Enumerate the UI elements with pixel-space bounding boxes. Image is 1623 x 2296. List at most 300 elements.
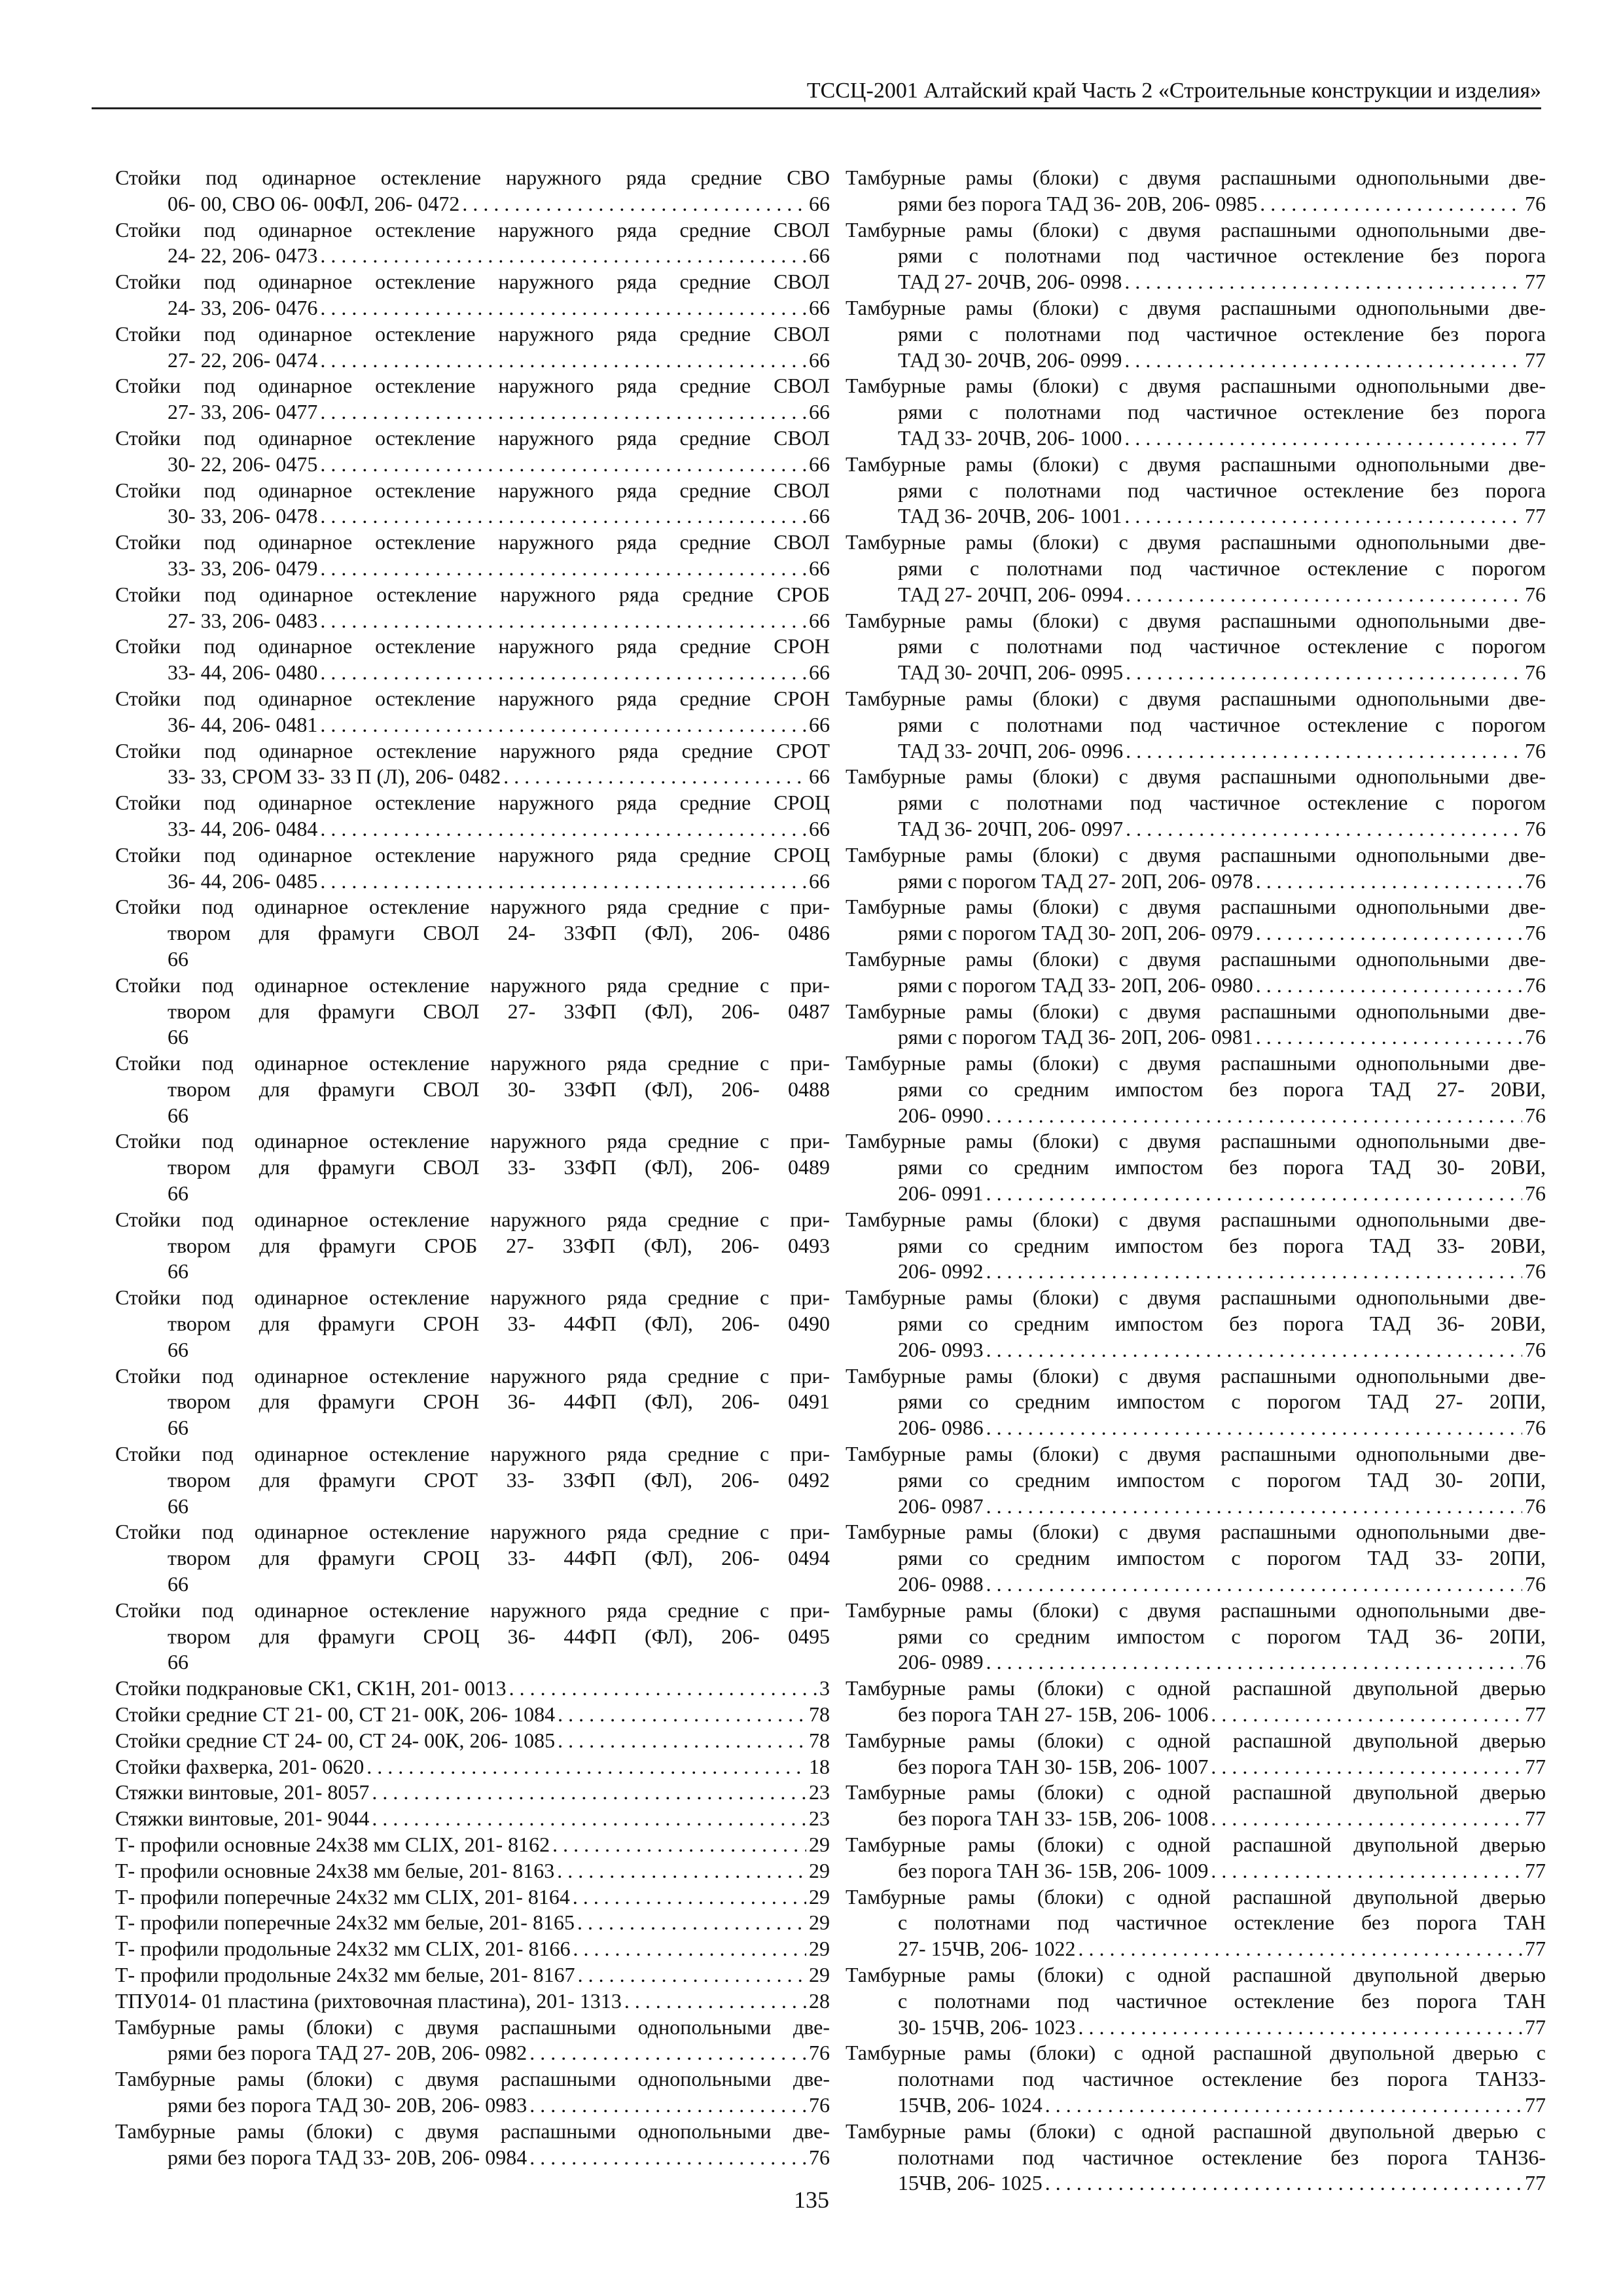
entry-page: 76 — [1525, 1337, 1546, 1361]
dot-leader — [986, 1415, 1522, 1441]
index-entry — [115, 738, 830, 791]
entry-text: ТАД 36- 20ЧВ, 206- 1001 — [898, 504, 1122, 528]
index-entry — [115, 894, 830, 972]
entry-page: 78 — [809, 1702, 830, 1727]
entry-line: рями с полотнами под частичное остекление с порогом — [898, 791, 1546, 815]
entry-last-line — [846, 1649, 1546, 1676]
entry-line: Стойки под одинарное остекление наружного ряда средние СВОЛ — [115, 425, 830, 450]
dot-leader — [529, 2145, 806, 2171]
entry-last-line — [115, 608, 830, 634]
index-entry — [115, 790, 830, 842]
dot-leader — [578, 1962, 806, 1988]
entry-line: рями со средним импостом с порогом ТАД 36- 20ПИ, — [898, 1624, 1546, 1648]
entry-text: Стяжки винтовые, 201- 9044 — [115, 1806, 370, 1831]
entry-text: ТАД 33- 20ЧП, 206- 0996 — [898, 738, 1124, 762]
entry-page: 76 — [1525, 738, 1546, 762]
entry-page: 66 — [809, 348, 830, 372]
entry-text: 206- 0987 — [898, 1494, 984, 1518]
entry-line: твором для фрамуги СВОЛ 33- 33ФП (ФЛ), 206- 0489 — [168, 1155, 830, 1179]
entry-text: 33- 33, СРОМ 33- 33 П (Л), 206- 0482 — [168, 764, 501, 789]
entry-page: 77 — [1525, 1937, 1546, 1961]
entry-line: твором для фрамуги СВОЛ 30- 33ФП (ФЛ), 206- 0488 — [168, 1077, 830, 1101]
entry-line: рями с полотнами под частичное остекление с порогом — [898, 712, 1546, 736]
index-entry — [846, 1207, 1546, 1285]
index-entry — [115, 1519, 830, 1597]
entry-text: 15ЧВ, 206- 1025 — [898, 2171, 1043, 2195]
index-entry — [115, 1806, 830, 1832]
dot-leader — [372, 1780, 806, 1806]
entry-line: Тамбурные рамы (блоки) с двумя распашными однопольными две- — [115, 2015, 830, 2039]
entry-page: 29 — [809, 1833, 830, 1856]
index-entry — [115, 1754, 830, 1780]
dot-leader — [573, 1936, 806, 1962]
dot-leader — [1126, 660, 1522, 686]
index-entry — [115, 2015, 830, 2067]
entry-last-line — [115, 348, 830, 374]
entry-line: рями со средним импостом без порога ТАД 30- 20ВИ, — [898, 1155, 1546, 1179]
entry-page: 29 — [809, 1937, 830, 1961]
entry-page: 66 — [168, 1337, 188, 1361]
entry-text: 27- 15ЧВ, 206- 1022 — [898, 1937, 1076, 1961]
entry-line: Стойки под одинарное остекление наружного ряда средние с при- — [115, 1285, 830, 1310]
entry-line: Стойки под одинарное остекление наружного ряда средние СВОЛ — [115, 270, 830, 294]
entry-text: 27- 33, 206- 0477 — [168, 400, 318, 424]
entry-last-line — [846, 348, 1546, 374]
entry-text: 36- 44, 206- 0485 — [168, 869, 318, 893]
entry-page: 29 — [809, 1884, 830, 1909]
index-entry — [115, 321, 830, 374]
entry-page: 78 — [809, 1728, 830, 1752]
entry-line: Тамбурные рамы (блоки) с двумя распашными однопольными две- — [846, 530, 1546, 554]
entry-line: Тамбурные рамы (блоки) с одной распашной двупольной дверью — [846, 1676, 1546, 1700]
entry-line: рями со средним импостом без порога ТАД 36- 20ВИ, — [898, 1312, 1546, 1336]
entry-line: Тамбурные рамы (блоки) с двумя распашными однопольными две- — [846, 1363, 1546, 1388]
entry-text: рями с порогом ТАД 36- 20П, 206- 0981 — [898, 1025, 1253, 1049]
index-entry — [846, 529, 1546, 607]
entry-last-line — [115, 712, 830, 738]
dot-leader — [320, 503, 806, 529]
entry-text: 33- 44, 206- 0484 — [168, 816, 318, 840]
entry-page: 29 — [809, 1962, 830, 1986]
entry-text: 27- 33, 206- 0483 — [168, 608, 318, 632]
entry-line: Стойки под одинарное остекление наружного ряда средние СВО — [115, 166, 830, 189]
entry-page: 66 — [168, 1650, 188, 1674]
entry-text: ТАД 27- 20ЧП, 206- 0994 — [898, 582, 1124, 606]
index-entry — [846, 1285, 1546, 1363]
entry-last-line — [846, 738, 1546, 764]
dot-leader — [1124, 503, 1522, 529]
entry-line: твором для фрамуги СВОЛ 24- 33ФП (ФЛ), 206- 0486 — [168, 921, 830, 945]
entry-text: без порога ТАН 33- 15В, 206- 1008 — [898, 1806, 1209, 1831]
index-entry — [846, 999, 1546, 1051]
entry-last-line — [846, 1754, 1546, 1780]
dot-leader — [577, 1910, 806, 1936]
index-entry — [846, 1962, 1546, 2040]
index-entry — [846, 1519, 1546, 1597]
entry-last-line — [115, 2092, 830, 2119]
entry-line: рями с полотнами под частичное остекление с порогом — [898, 634, 1546, 658]
entry-line: Тамбурные рамы (блоки) с одной распашной двупольной дверью — [846, 1728, 1546, 1752]
entry-page: 66 — [168, 1259, 188, 1283]
index-entry — [846, 2119, 1546, 2197]
entry-text: 30- 33, 206- 0478 — [168, 504, 318, 528]
entry-page: 76 — [1525, 921, 1546, 945]
entry-page: 66 — [809, 869, 830, 893]
dot-leader — [573, 1884, 806, 1910]
entry-last-line — [846, 1702, 1546, 1728]
index-entry — [846, 1884, 1546, 1962]
entry-line: рями с полотнами под частичное остекление с порогом — [898, 556, 1546, 580]
entry-page: 66 — [809, 243, 830, 268]
entry-line: Стойки под одинарное остекление наружного ряда средние с при- — [115, 1598, 830, 1622]
index-entry — [846, 764, 1546, 842]
entry-text: 36- 44, 206- 0481 — [168, 712, 318, 736]
index-entry — [115, 2066, 830, 2119]
entry-text: Стойки фахверка, 201- 0620 — [115, 1754, 365, 1778]
entry-text: 206- 0993 — [898, 1337, 984, 1361]
entry-page: 76 — [809, 2041, 830, 2065]
index-entry — [115, 634, 830, 686]
entry-page: 76 — [1525, 1416, 1546, 1440]
dot-leader — [986, 1181, 1522, 1207]
entry-page: 18 — [809, 1754, 830, 1778]
entry-text: 30- 15ЧВ, 206- 1023 — [898, 2015, 1076, 2039]
entry-page: 77 — [1525, 504, 1546, 528]
index-entry — [115, 1910, 830, 1936]
entry-text: Т- профили поперечные 24х32 мм CLIX, 201- 8164 — [115, 1884, 570, 1909]
index-entry — [115, 973, 830, 1050]
entry-line: Тамбурные рамы (блоки) с двумя распашными однопольными две- — [115, 2067, 830, 2091]
index-entry — [115, 1702, 830, 1728]
entry-page: 66 — [168, 1416, 188, 1440]
entry-line: Стойки под одинарное остекление наружного ряда средние СРОТ — [115, 738, 830, 762]
dot-leader — [557, 1858, 806, 1884]
entry-text: Стойки средние СТ 24- 00, СТ 24- 00К, 206- 1085 — [115, 1728, 556, 1752]
entry-line: Тамбурные рамы (блоки) с одной распашной двупольной дверью — [846, 1962, 1546, 1986]
entry-page: 76 — [1525, 582, 1546, 606]
entry-line: Тамбурные рамы (блоки) с двумя распашными однопольными две- — [846, 452, 1546, 476]
index-entry — [115, 1285, 830, 1363]
entry-last-line — [846, 1024, 1546, 1050]
dot-leader — [372, 1806, 806, 1832]
entry-last-line — [846, 1259, 1546, 1285]
entry-page: 3 — [819, 1676, 830, 1700]
index-entry — [115, 165, 830, 217]
entry-line: Тамбурные рамы (блоки) с одной распашной двупольной дверью — [846, 1884, 1546, 1909]
entry-last-line — [846, 191, 1546, 217]
entry-line: рями со средним импостом с порогом ТАД 30- 20ПИ, — [898, 1467, 1546, 1492]
entry-page: 29 — [809, 1910, 830, 1935]
entry-page: 76 — [1525, 1650, 1546, 1674]
entry-page: 66 — [809, 816, 830, 840]
entry-line: твором для фрамуги СВОЛ 27- 33ФП (ФЛ), 206- 0487 — [168, 999, 830, 1023]
entry-page: 66 — [809, 400, 830, 424]
entry-text: ТПУ014- 01 пластина (рихтовочная пластина), 201- 1313 — [115, 1988, 622, 2013]
index-entry — [846, 295, 1546, 373]
entry-text: Т- профили продольные 24х32 мм CLIX, 201- 8166 — [115, 1937, 571, 1961]
dot-leader — [1256, 920, 1522, 946]
dot-leader — [320, 660, 806, 686]
entry-line: Стойки под одинарное остекление наружного ряда средние с при- — [115, 1207, 830, 1231]
entry-line: Тамбурные рамы (блоки) с двумя распашными однопольными две- — [846, 1285, 1546, 1310]
entry-last-line — [846, 503, 1546, 529]
dot-leader — [986, 1571, 1522, 1598]
index-entry — [846, 1780, 1546, 1832]
entry-text: Т- профили поперечные 24х32 мм белые, 201- 8165 — [115, 1910, 575, 1935]
index-entry — [115, 1832, 830, 1858]
dot-leader — [529, 2040, 806, 2066]
entry-line: Стойки под одинарное остекление наружного ряда средние СРОН — [115, 686, 830, 710]
index-column-left — [115, 165, 830, 2170]
entry-line: Тамбурные рамы (блоки) с двумя распашными однопольными две- — [846, 1207, 1546, 1231]
entry-line: Тамбурные рамы (блоки) с одной распашной двупольной дверью с — [846, 2041, 1546, 2065]
entry-last-line — [846, 1415, 1546, 1441]
entry-line: Тамбурные рамы (блоки) с двумя распашными однопольными две- — [846, 1051, 1546, 1075]
entry-last-line — [115, 2145, 830, 2171]
entry-line: полотнами под частичное остекление без порога ТАН33- — [898, 2067, 1546, 2091]
entry-text: ТАД 30- 20ЧВ, 206- 0999 — [898, 348, 1122, 372]
entry-last-line — [846, 920, 1546, 946]
dot-leader — [320, 243, 806, 269]
entry-text: без порога ТАН 36- 15В, 206- 1009 — [898, 1858, 1209, 1882]
entry-page: 66 — [168, 1025, 188, 1049]
entry-line: Тамбурные рамы (блоки) с двумя распашными однопольными две- — [846, 946, 1546, 971]
entry-line: твором для фрамуги СРОЦ 36- 44ФП (ФЛ), 206- 0495 — [168, 1624, 830, 1648]
entry-page: 76 — [809, 2092, 830, 2117]
entry-last-line — [115, 503, 830, 529]
dot-leader — [1124, 269, 1522, 295]
dot-leader — [1126, 738, 1522, 764]
entry-line: Тамбурные рамы (блоки) с двумя распашными однопольными две- — [846, 295, 1546, 319]
entry-line: Стойки под одинарное остекление наружного ряда средние СВОЛ — [115, 321, 830, 346]
dot-leader — [1211, 1754, 1522, 1780]
entry-last-line — [846, 1494, 1546, 1520]
entry-page: 76 — [1525, 973, 1546, 997]
dot-leader — [320, 452, 806, 478]
index-entry — [846, 1598, 1546, 1676]
header-title: ТССЦ-2001 Алтайский край Часть 2 «Строительные конструкции и изделия» — [806, 79, 1541, 103]
dot-leader — [503, 764, 806, 790]
entry-page: 77 — [1525, 425, 1546, 450]
dot-leader — [320, 295, 806, 321]
entry-line: рями с полотнами под частичное остекление без порога — [898, 321, 1546, 346]
entry-text: 24- 22, 206- 0473 — [168, 243, 318, 268]
entry-text: 27- 22, 206- 0474 — [168, 348, 318, 372]
entry-text: Стойки подкрановые СК1, СК1Н, 201- 0013 — [115, 1676, 507, 1700]
entry-line: Стойки под одинарное остекление наружного ряда средние с при- — [115, 1051, 830, 1075]
index-entry — [846, 165, 1546, 217]
dot-leader — [1078, 1936, 1522, 1962]
dot-leader — [986, 1103, 1522, 1129]
entry-text: ТАД 36- 20ЧП, 206- 0997 — [898, 816, 1124, 840]
entry-page: 77 — [1525, 2015, 1546, 2039]
entry-text: рями с порогом ТАД 33- 20П, 206- 0980 — [898, 973, 1253, 997]
entry-line: твором для фрамуги СРОН 36- 44ФП (ФЛ), 206- 0491 — [168, 1390, 830, 1414]
entry-page: 77 — [1525, 2171, 1546, 2195]
entry-text: рями без порога ТАД 30- 20В, 206- 0983 — [168, 2092, 527, 2117]
entry-page: 76 — [1525, 191, 1546, 215]
entry-line: Стойки под одинарное остекление наружного ряда средние с при- — [115, 973, 830, 997]
entry-text: без порога ТАН 30- 15В, 206- 1007 — [898, 1754, 1209, 1778]
entry-page: 66 — [809, 660, 830, 685]
dot-leader — [320, 816, 806, 842]
entry-line: Стойки под одинарное остекление наружного ряда средние с при- — [115, 1442, 830, 1466]
entry-line: полотнами под частичное остекление без порога ТАН36- — [898, 2145, 1546, 2169]
entry-page: 66 — [809, 556, 830, 580]
index-entry — [115, 1050, 830, 1128]
entry-last-line — [846, 1337, 1546, 1363]
entry-page: 76 — [1525, 1259, 1546, 1283]
entry-page: 66 — [168, 946, 188, 971]
entry-line: рями со средним импостом с порогом ТАД 33- 20ПИ, — [898, 1546, 1546, 1570]
entry-last-line — [115, 452, 830, 478]
entry-text: 30- 22, 206- 0475 — [168, 452, 318, 476]
entry-last-line — [115, 764, 830, 790]
index-entry — [115, 1780, 830, 1806]
entry-text: 206- 0990 — [898, 1103, 984, 1127]
entry-line: Тамбурные рамы (блоки) с двумя распашными однопольными две- — [846, 608, 1546, 632]
entry-line: Тамбурные рамы (блоки) с одной распашной двупольной дверью с — [846, 2119, 1546, 2143]
entry-text: 206- 0992 — [898, 1259, 984, 1283]
entry-line: Тамбурные рамы (блоки) с одной распашной двупольной дверью — [846, 1833, 1546, 1856]
index-entry — [115, 1128, 830, 1206]
index-entry — [846, 373, 1546, 451]
entry-line: Стойки под одинарное остекление наружного ряда средние СВОЛ — [115, 217, 830, 242]
index-entry — [115, 1598, 830, 1676]
index-column-right — [846, 165, 1546, 2197]
entry-text: Т- профили основные 24х38 мм CLIX, 201- 8162 — [115, 1833, 550, 1856]
entry-line: Тамбурные рамы (блоки) с двумя распашными однопольными две- — [846, 1598, 1546, 1622]
dot-leader — [529, 2092, 806, 2119]
entry-last-line — [846, 660, 1546, 686]
entry-last-line — [846, 1858, 1546, 1884]
index-entry — [115, 1988, 830, 2015]
entry-page: 76 — [1525, 869, 1546, 893]
entry-last-line — [846, 269, 1546, 295]
dot-leader — [558, 1728, 806, 1754]
entry-page: 66 — [809, 712, 830, 736]
dot-leader — [1256, 1024, 1522, 1050]
entry-page: 66 — [809, 295, 830, 319]
index-entry — [115, 1884, 830, 1910]
entry-line: рями со средним импостом без порога ТАД 33- 20ВИ, — [898, 1233, 1546, 1257]
index-entry — [846, 842, 1546, 895]
index-entry — [846, 608, 1546, 686]
entry-page: 76 — [1525, 1572, 1546, 1596]
entry-page: 76 — [1525, 816, 1546, 840]
entry-last-line — [846, 1181, 1546, 1207]
entry-text: 206- 0986 — [898, 1416, 984, 1440]
entry-last-line — [115, 660, 830, 686]
entry-line: рями с полотнами под частичное остекление без порога — [898, 478, 1546, 502]
index-entry — [115, 373, 830, 425]
entry-page: 66 — [168, 1572, 188, 1596]
dot-leader — [1078, 2015, 1522, 2041]
entry-text: Стойки средние СТ 21- 00, СТ 21- 00К, 206- 1084 — [115, 1702, 556, 1727]
entry-line: рями со средним импостом без порога ТАД 27- 20ВИ, — [898, 1077, 1546, 1101]
entry-text: 206- 0989 — [898, 1650, 984, 1674]
dot-leader — [552, 1832, 806, 1858]
entry-line: твором для фрамуги СРОЦ 33- 44ФП (ФЛ), 206- 0494 — [168, 1546, 830, 1570]
dot-leader — [1256, 869, 1522, 895]
entry-last-line — [846, 973, 1546, 999]
entry-page: 77 — [1525, 2092, 1546, 2117]
entry-last-line — [115, 399, 830, 425]
entry-last-line — [846, 869, 1546, 895]
page-header — [92, 73, 1541, 109]
dot-leader — [1126, 816, 1522, 842]
entry-last-line — [846, 1571, 1546, 1598]
entry-line: Тамбурные рамы (блоки) с двумя распашными однопольными две- — [846, 1442, 1546, 1466]
entry-text: рями без порога ТАД 27- 20В, 206- 0982 — [168, 2041, 527, 2065]
entry-line: Стойки под одинарное остекление наружного ряда средние СРОБ — [115, 582, 830, 606]
entry-page: 77 — [1525, 270, 1546, 294]
entry-page: 77 — [1525, 348, 1546, 372]
entry-line: рями с полотнами под частичное остекление без порога — [898, 400, 1546, 424]
entry-line: с полотнами под частичное остекление без порога ТАН — [898, 1988, 1546, 2013]
dot-leader — [366, 1754, 806, 1780]
index-entry — [115, 1728, 830, 1754]
entry-line: твором для фрамуги СРОН 33- 44ФП (ФЛ), 206- 0490 — [168, 1312, 830, 1336]
entry-page: 76 — [1525, 1103, 1546, 1127]
index-entry — [115, 269, 830, 321]
index-entry — [115, 686, 830, 738]
entry-line: Стойки под одинарное остекление наружного ряда средние СРОЦ — [115, 842, 830, 867]
entry-line: твором для фрамуги СРОБ 27- 33ФП (ФЛ), 206- 0493 — [168, 1233, 830, 1257]
entry-line: Тамбурные рамы (блоки) с двумя распашными однопольными две- — [846, 764, 1546, 789]
entry-last-line — [115, 816, 830, 842]
dot-leader — [320, 556, 806, 582]
dot-leader — [320, 608, 806, 634]
dot-leader — [320, 348, 806, 374]
entry-page: 77 — [1525, 1702, 1546, 1727]
entry-last-line — [846, 1103, 1546, 1129]
entry-line: Тамбурные рамы (блоки) с двумя распашными однопольными две- — [846, 1129, 1546, 1153]
index-entry — [115, 842, 830, 895]
index-entry — [846, 1363, 1546, 1441]
entry-line: твором для фрамуги СРОТ 33- 33ФП (ФЛ), 206- 0492 — [168, 1467, 830, 1492]
entry-text: ТАД 27- 20ЧВ, 206- 0998 — [898, 270, 1122, 294]
entry-text: Т- профили продольные 24х32 мм белые, 201- 8167 — [115, 1962, 575, 1986]
entry-page: 76 — [809, 2145, 830, 2169]
entry-text: ТАД 30- 20ЧП, 206- 0995 — [898, 660, 1124, 685]
index-entry — [846, 686, 1546, 764]
entry-page: 66 — [168, 1103, 188, 1127]
entry-page: 23 — [809, 1780, 830, 1804]
index-entry — [115, 1962, 830, 1988]
index-entry — [846, 946, 1546, 999]
dot-leader — [1124, 348, 1522, 374]
dot-leader — [986, 1337, 1522, 1363]
index-entry — [115, 582, 830, 634]
index-entry — [846, 217, 1546, 295]
entry-last-line — [846, 582, 1546, 608]
entry-page: 76 — [1525, 1181, 1546, 1206]
entry-line: Тамбурные рамы (блоки) с двумя распашными однопольными две- — [846, 999, 1546, 1023]
entry-last-line — [115, 556, 830, 582]
entry-line: рями со средним импостом с порогом ТАД 27- 20ПИ, — [898, 1390, 1546, 1414]
index-entry — [846, 452, 1546, 529]
entry-page: 76 — [1525, 1025, 1546, 1049]
dot-leader — [1045, 2092, 1522, 2119]
dot-leader — [1260, 191, 1522, 217]
entry-page: 66 — [809, 504, 830, 528]
entry-line: Тамбурные рамы (блоки) с двумя распашными однопольными две- — [846, 166, 1546, 189]
index-entry — [115, 2119, 830, 2171]
entry-last-line — [115, 243, 830, 269]
index-entry — [115, 478, 830, 530]
entry-text: 206- 0991 — [898, 1181, 984, 1206]
